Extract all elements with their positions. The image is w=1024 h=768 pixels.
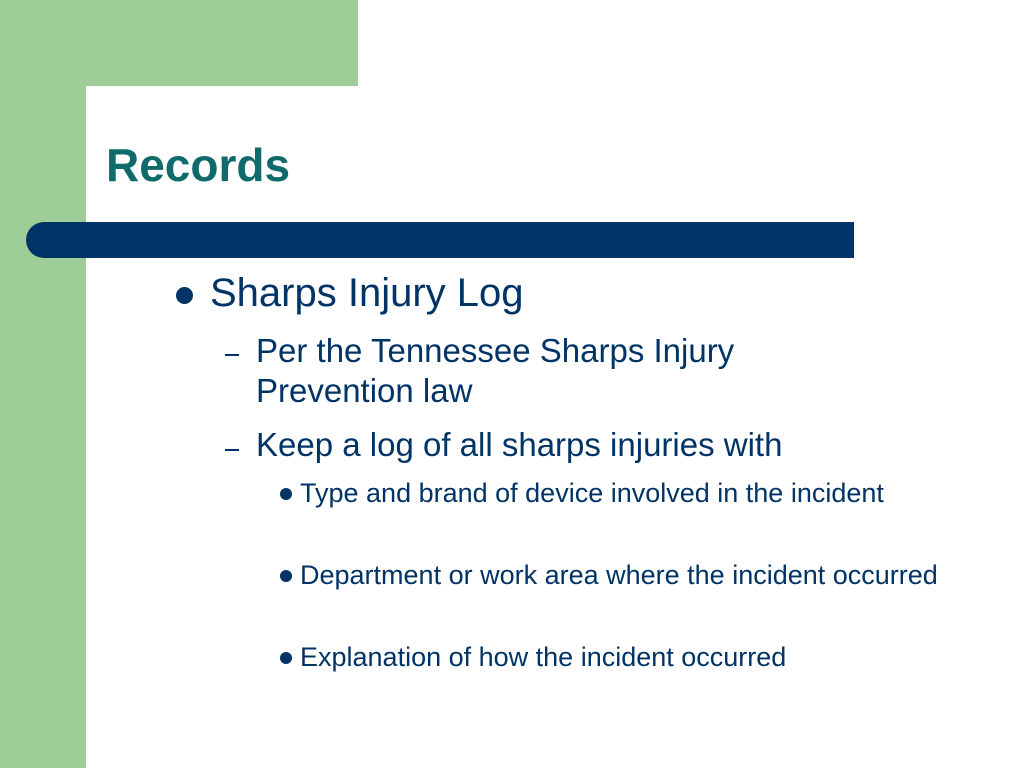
subsubbullet-explanation: Explanation of how the incident occurred — [300, 642, 787, 672]
dash-marker — [225, 354, 239, 356]
bullet-sharps-injury-log: Sharps Injury Log — [210, 271, 524, 315]
bullet-marker — [280, 570, 292, 582]
bullet-marker — [280, 488, 292, 500]
content-panel-corner — [86, 86, 146, 146]
title-underline-bar — [26, 222, 854, 258]
subsubbullet-device-type: Type and brand of device involved in the incident — [300, 478, 884, 508]
green-frame-left — [0, 0, 86, 768]
subsubbullet-department: Department or work area where the incident occurred — [300, 560, 938, 590]
bullet-marker — [176, 287, 193, 304]
subbullet-keep-log: Keep a log of all sharps injuries with — [256, 426, 783, 463]
green-frame-top — [0, 0, 358, 86]
subbullet-tennessee-law: Per the Tennessee Sharps Injury Prevention law — [256, 332, 735, 409]
slide-title: Records — [106, 139, 291, 191]
dash-marker — [225, 449, 239, 451]
bullet-marker — [280, 652, 292, 664]
